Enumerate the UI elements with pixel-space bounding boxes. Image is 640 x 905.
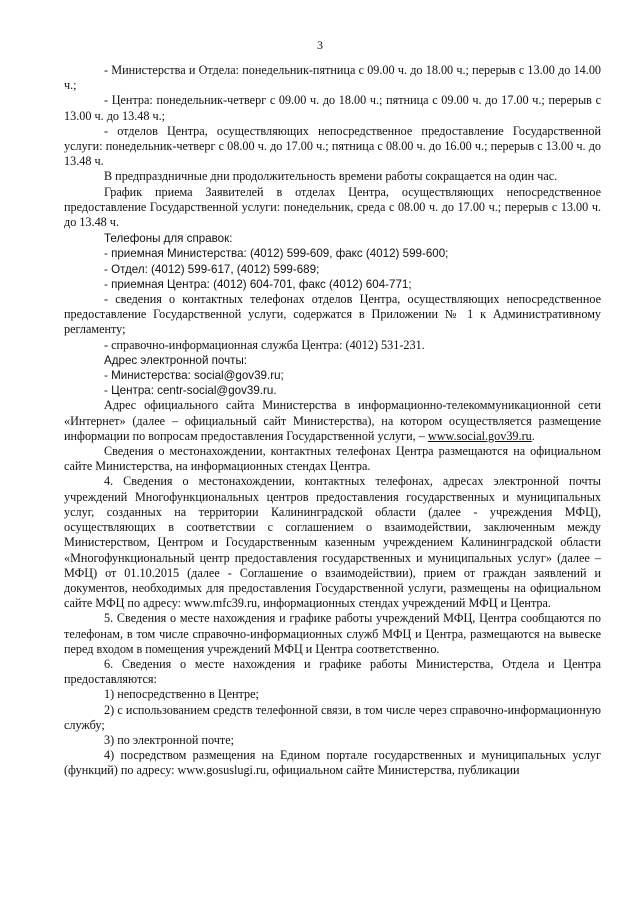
- paragraph-official-site: [64, 398, 601, 444]
- paragraph-info-provided: 6. Сведения о месте нахождения и графике работы Министерства, Отдела и Центра предоставляются:: [64, 656, 601, 687]
- paragraph-hours-ministry: - Министерства и Отдела: понедельник-пятница с 09.00 ч. до 18.00 ч.; перерыв с 13.00 до 14.00 ч.;: [64, 63, 601, 93]
- paragraph-mfc-schedule: 5. Сведения о месте нахождения и графике работы учреждений МФЦ, Центра сообщаются по телефонам, в том числе справочно-информационных служб МФЦ и Центра, размещаются на вывеске перед входом в помещения учреждений МФЦ и Центра соответственно.: [64, 611, 601, 656]
- paragraph-phone-info-service: - справочно-информационная служба Центра: (4012) 531-231.: [104, 337, 425, 352]
- paragraph-email-center: - Центра: centr-social@gov39.ru.: [104, 384, 277, 398]
- paragraph-phones-heading: Телефоны для справок:: [104, 232, 233, 246]
- paragraph-mfc-info: 4. Сведения о местонахождении, контактных телефонах, адресах электронной почты учреждений Многофункциональных центров предоставления государственных и муниципальных услуг, созданных на территории Калининградской области (далее - учреждения МФЦ), осуществляющих в соответствии с соглашением о взаимодействии, заключенным между Министерством, Центром и Государственным казенным учреждением Калининградской области «Многофункциональный центр предоставления государственных и муниципальных услуг» (далее – МФЦ) от 01.10.2015 (далее - Соглашение о взаимодействии), прием от граждан заявлений и документов, необходимых для предоставления Государственной услуги, размещены на официальном сайте МФЦ по адресу: www.mfc39.ru, информационных стендах учреждений МФЦ и Центра.: [64, 474, 601, 611]
- paragraph-holiday-hours: В предпраздничные дни продолжительность времени работы сокращается на один час.: [104, 169, 558, 184]
- official-site-text: Адрес официального сайта Министерства в информационно-телекоммуникационной сети «Интернет» (далее – официальный сайт Министерства), на котором осуществляется размещение информации по вопросам предоставления Государственной услуги, –: [64, 398, 601, 443]
- list-item-in-center: 1) непосредственно в Центре;: [104, 687, 259, 702]
- paragraph-phone-departments-appendix: - сведения о контактных телефонах отделов Центра, осуществляющих непосредственное предоставление Государственной услуги, содержатся в Приложении № 1 к Административному регламенту;: [64, 292, 601, 337]
- page-number: 3: [317, 38, 323, 52]
- paragraph-hours-center: - Центра: понедельник-четверг с 09.00 ч. до 18.00 ч.; пятница с 09.00 ч. до 17.00 ч.; перерыв с 13.00 ч. до 13.48 ч.;: [64, 93, 601, 123]
- paragraph-center-contacts: Сведения о местонахождении, контактных телефонах Центра размещаются на официальном сайте Министерства, на информационных стендах Центра.: [64, 444, 601, 474]
- official-site-end: .: [531, 428, 535, 443]
- list-item-by-phone: 2) с использованием средств телефонной связи, в том числе через справочно-информационную службу;: [64, 702, 601, 732]
- official-site-link[interactable]: www.social.gov39.ru: [427, 428, 532, 443]
- paragraph-email-ministry: - Министерства: social@gov39.ru;: [104, 369, 284, 383]
- paragraph-hours-center-departments: - отделов Центра, осуществляющих непосредственное предоставление Государственной услуги: понедельник-четверг с 08.00 ч. до 17.00 ч.; пятница с 08.00 ч. до 16.00 ч.; перерыв с 13.00 ч. до 13.48 ч.: [64, 123, 601, 169]
- list-item-by-email: 3) по электронной почте;: [104, 732, 235, 747]
- paragraph-reception-schedule: График приема Заявителей в отделах Центра, осуществляющих непосредственное предоставление Государственной услуги: понедельник, среда с 08.00 ч. до 17.00 ч.; перерыв с 13.00 ч. до 13.48 ч.: [64, 184, 601, 230]
- document-body: [64, 63, 601, 779]
- paragraph-phone-center: - приемная Центра: (4012) 604-701, факс (4012) 604-771;: [104, 277, 412, 291]
- list-item-portal: 4) посредством размещения на Едином портале государственных и муниципальных услуг (функций) по адресу: www.gosuslugi.ru, официальном сайте Министерства, публикации: [64, 748, 601, 778]
- paragraph-phone-ministry: - приемная Министерства: (4012) 599-609, факс (4012) 599-600;: [104, 247, 449, 261]
- paragraph-email-heading: Адрес электронной почты:: [104, 353, 248, 367]
- paragraph-phone-department: - Отдел: (4012) 599-617, (4012) 599-689;: [104, 262, 320, 276]
